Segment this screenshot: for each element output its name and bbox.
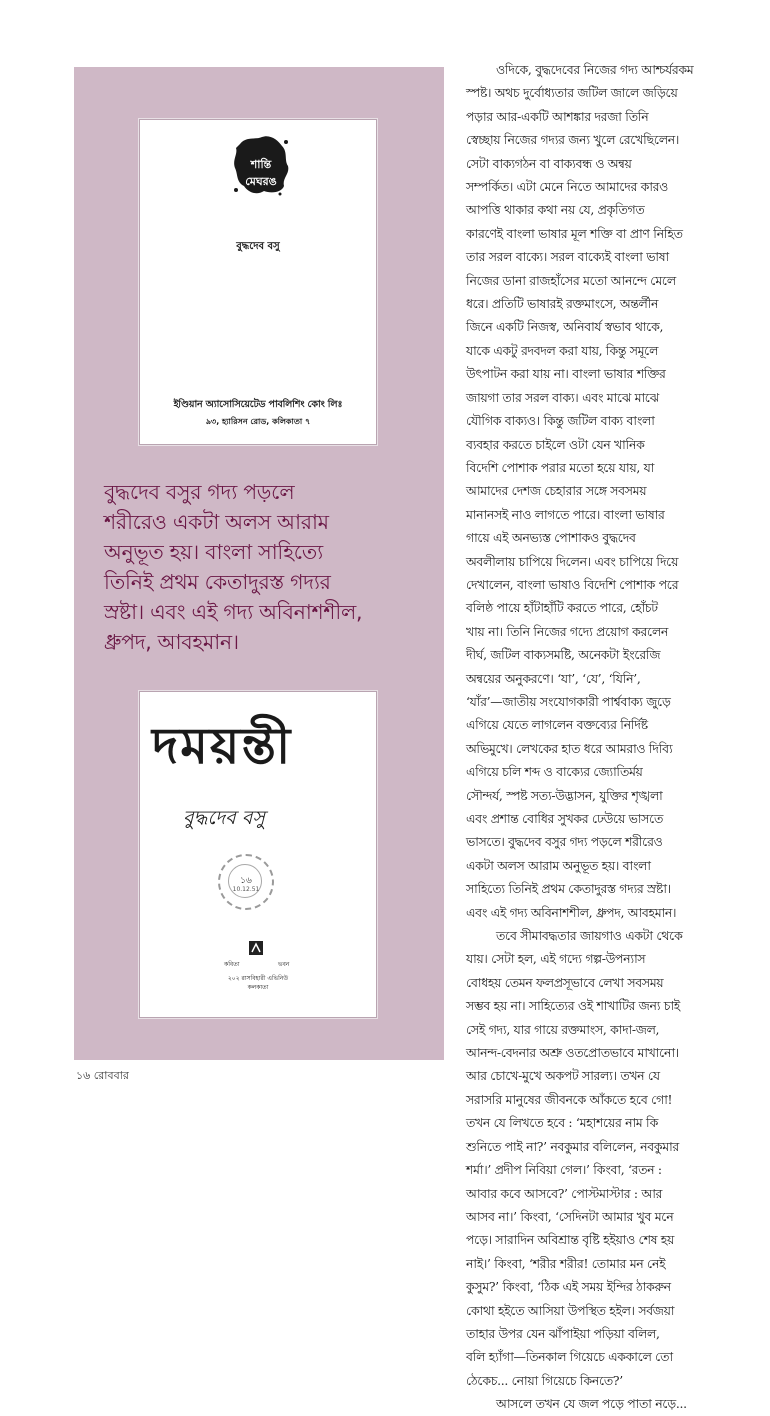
article-line: সরাসরি মানুষের জীবনকে আঁকতে হবে গো! — [466, 1091, 673, 1107]
pull-quote-line: ধ্রুপদ, আবহমান। — [104, 630, 239, 654]
article-line: আনন্দ-বেদনার অশ্রু ওতপ্রোতভাবে মাখানো। — [466, 1045, 679, 1061]
publisher-logo-icon — [248, 939, 264, 957]
book-cover-title-page — [139, 119, 377, 445]
cover2-series-left: কবিতা — [224, 961, 240, 968]
cover2-title: দময়ন্তী — [152, 717, 293, 775]
blot-text-top: শান্তি — [250, 158, 272, 171]
article-line: কুসুম?’ কিংবা, ‘ঠিক এই সময় ইন্দির ঠাকরুন — [466, 1279, 671, 1295]
pull-quote — [104, 477, 439, 657]
article-line: বলিষ্ঠ পায়ে হাঁটাহাঁটি করতে পারে, হোঁচট — [466, 600, 658, 616]
article-line: এবং এই গদ্য অবিনাশশীল, ধ্রুপদ, আবহমান। — [466, 904, 677, 920]
article-line: যাকে একটু রদবদল করা যায়, কিন্তু সমূলে — [466, 342, 659, 358]
article-line: দীর্ঘ, জটিল বাক্যসমষ্টি, অনেকটা ইংরেজি — [466, 647, 661, 663]
article-line: শর্মা।’ প্রদীপ নিবিয়া গেল।’ কিংবা, ‘রতন : — [466, 1162, 662, 1178]
article-line: সৌন্দর্য, স্পষ্ট সত্য-উদ্ভাসন, যুক্তির শৃঙ্খলা — [466, 787, 663, 803]
article-line: শুনিতে পাই না?’ নবকুমার বলিলেন, নবকুমার — [466, 1138, 679, 1154]
section-name: রোববার — [93, 1069, 129, 1082]
cover2-press-address: ২০২ রাসবিহারী এভিনিউ — [227, 975, 289, 982]
article-line: তবে সীমাবদ্ধতার জায়গাও একটা থেকে — [496, 928, 683, 944]
article-line: অবলীলায় চাপিয়ে দিলেন। এবং চাপিয়ে দিয়ে — [466, 553, 679, 569]
stamp-number: ১৬ — [240, 876, 252, 886]
pull-quote-line: স্রষ্টা। এবং এই গদ্য অবিনাশশীল, — [104, 600, 363, 624]
article-line: ঠেকেচ... নোয়া গিয়েচে কিনতে?’ — [466, 1372, 623, 1388]
article-line: অভিমুখে। লেখকের হাত ধরে আমরাও দিব্যি — [466, 740, 673, 756]
article-line: যৌগিক বাক্যও। কিন্তু জটিল বাক্য বাংলা — [466, 413, 655, 429]
article-line: এবং প্রশান্ত বোধির সুখকর ঢেউয়ে ভাসতে — [466, 811, 664, 826]
article-line: উৎপাটন করা যায় না। বাংলা ভাষার শক্তির — [466, 366, 666, 382]
article-body — [466, 58, 764, 1416]
cover1-publisher: ইণ্ডিয়ান অ্যাসোসিয়েটেড পাবলিশিং কোং লিঃ — [173, 399, 343, 410]
pull-quote-line: বুদ্ধদেব বসুর গদ্য পড়লে — [104, 480, 295, 504]
article-line: আসব না।’ কিংবা, ‘সেদিনটা আমার খুব মনে — [466, 1208, 674, 1224]
article-line: পড়ে। সারাদিন অবিশ্রান্ত বৃষ্টি হইয়াও শেষ হয় — [466, 1232, 674, 1248]
pull-quote-line: শরীরেও একটা অলস আরাম — [104, 510, 329, 534]
article-line: সম্পর্কিত। এটা মেনে নিতে আমাদের কারও — [466, 179, 668, 195]
article-line: মানানসই নাও লাগতে পারে। বাংলা ভাষার — [466, 506, 665, 522]
article-line: আবার কবে আসবে?’ পোস্টমাস্টার : আর — [466, 1185, 663, 1201]
article-line: তার সরল বাক্যে। সরল বাক্যেই বাংলা ভাষা — [466, 249, 669, 265]
cover2-city: কলকাতা — [247, 984, 269, 991]
cover1-author: বুদ্ধদেব বসু — [236, 241, 280, 252]
article-line: ভাসতে। বুদ্ধদেব বসুর গদ্য পড়লে শরীরেও — [466, 834, 663, 850]
article-line: আমাদের দেশজ চেহারার সঙ্গে সবসময় — [466, 483, 647, 499]
page-footer — [76, 1067, 129, 1086]
article-line: ব্যবহার করতে চাইলে ওটা যেন খানিক — [466, 436, 645, 452]
article-line: স্বেচ্ছায় নিজের গদ্যর জন্য খুলে রেখেছিলেন। — [466, 132, 680, 148]
article-line: সাহিত্যে তিনিই প্রথম কেতাদুরস্ত গদ্যর স্রষ্টা। — [466, 881, 671, 897]
cover1-address: ৯৩, হ্যারিসন রোড, কলিকাতা ৭ — [205, 417, 311, 426]
article-line: বোধহয় তেমন ফলপ্রসূভাবে লেখা সবসময় — [466, 974, 664, 990]
article-line: খায় না। তিনি নিজের গদ্যে প্রয়োগ করলেন — [466, 623, 669, 639]
article-line: আপত্তি থাকার কথা নয় যে, প্রকৃতিগত — [466, 202, 645, 218]
article-line: দেখালেন, বাংলা ভাষাও বিদেশি পোশাক পরে — [466, 576, 679, 592]
pull-quote-line: অনুভূত হয়। বাংলা সাহিত্যে — [104, 540, 323, 564]
article-line: একটা অলস আরাম অনুভূত হয়। বাংলা — [466, 857, 651, 873]
library-stamp — [218, 854, 274, 910]
article-line: গায়ে এই অনভ্যস্ত পোশাকও বুদ্ধদেব — [466, 530, 636, 546]
article-line: জায়গা তার সরল বাক্য। এবং মাঝে মাঝে — [466, 389, 659, 405]
article-line: আসলে তখন যে জল পড়ে পাতা নড়ে... — [496, 1396, 687, 1412]
article-line: কোথা হইতে আসিয়া উপস্থিত হইল। সর্বজয়া — [466, 1302, 675, 1318]
article-line: কারণেই বাংলা ভাষার মূল শক্তি বা প্রাণ নিহিত — [466, 225, 683, 241]
article-line: অন্বয়ের অনুকরণে। ‘যা’, ‘যে’, ‘যিনি’, — [466, 670, 641, 686]
cover2-series-right: ভবন — [278, 961, 290, 968]
article-line: স্পষ্ট। অথচ দুর্বোধ্যতার জটিল জালে জড়িয়ে — [466, 85, 678, 101]
article-line: সেটা বাক্যগঠন বা বাক্যবন্ধ ও অন্বয় — [466, 155, 632, 171]
article-line: পড়ার আর-একটি আশঙ্কার দরজা তিনি — [466, 108, 649, 124]
article-line: যায়। সেটা হল, এই গদ্যে গল্প-উপন্যাস — [466, 951, 646, 967]
pull-quote-line: তিনিই প্রথম কেতাদুরস্ত গদ্যর — [104, 570, 331, 594]
article-line: নিজের ডানা রাজহাঁসের মতো আনন্দে মেলে — [466, 272, 676, 288]
article-line: বলি হ্যাঁগা—তিনকাল গিয়েচে এককালে তো — [466, 1349, 673, 1365]
article-line: সম্ভব হয় না। সাহিত্যের ওই শাখাটির জন্য চাই — [466, 998, 680, 1014]
article-line: তাহার উপর যেন ঝাঁপাইয়া পড়িয়া বলিল, — [466, 1325, 660, 1341]
article-line: সেই গদ্য, যার গায়ে রক্তমাংস, কাদা-জল, — [466, 1021, 660, 1037]
page-number: ১৬ — [76, 1069, 91, 1082]
article-line: ‘যাঁর’—জাতীয় সংযোগকারী পার্শ্ববাক্য জুড়ে — [466, 693, 671, 709]
article-line: এগিয়ে যেতে লাগলেন বক্তব্যের নির্দিষ্ট — [466, 717, 648, 733]
article-line: তখন যে লিখতে হবে : ‘মহাশয়ের নাম কি — [466, 1115, 658, 1131]
article-line: এগিয়ে চলি শব্দ ও বাক্যের জ্যোতির্ময় — [466, 764, 643, 780]
article-line: আর চোখে-মুখে অকপট সারল্য। তখন যে — [466, 1068, 660, 1084]
blot-text-bottom: মেঘরঙ — [245, 175, 277, 188]
article-line: নাই।’ কিংবা, ‘শরীর শরীর! তোমার মন নেই — [466, 1255, 666, 1271]
article-line: ওদিকে, বুদ্ধদেবের নিজের গদ্য আশ্চর্যরকম — [496, 62, 694, 77]
cover2-author: বুদ্ধদেব বসু — [183, 807, 265, 829]
article-line: ধরে। প্রতিটি ভাষারই রক্তমাংসে, অন্তর্লীন — [466, 296, 659, 312]
stamp-date: 10.12.51 — [232, 886, 260, 893]
article-line: জিনে একটি নিজস্ব, অনিবার্য স্বভাব থাকে, — [466, 319, 664, 335]
article-line: বিদেশি পোশাক পরার মতো হয়ে যায়, যা — [466, 459, 655, 475]
book-cover-damayanti — [139, 691, 377, 1018]
